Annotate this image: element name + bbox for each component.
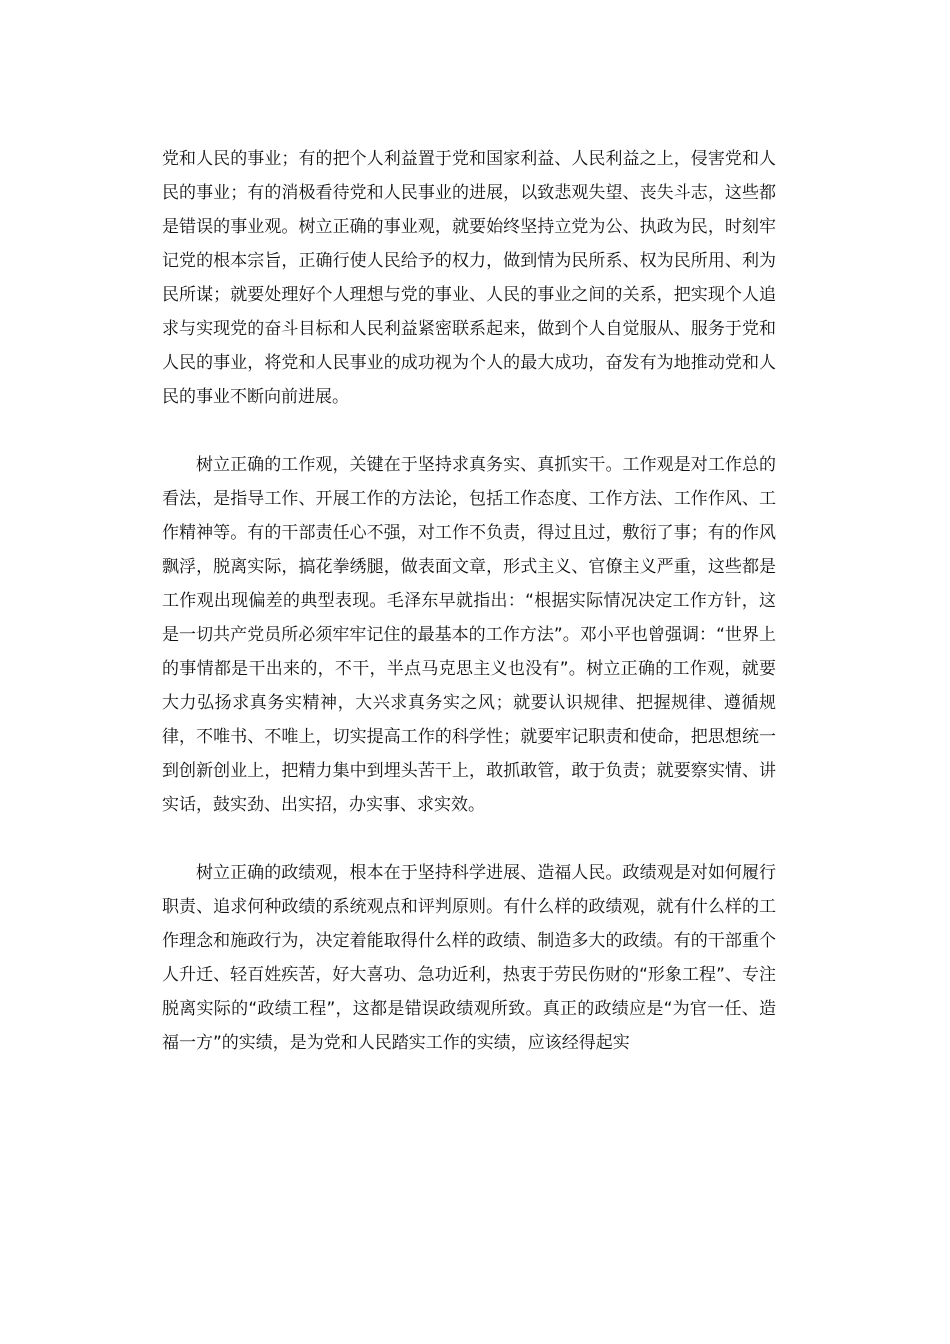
document-page xyxy=(162,142,776,1060)
paragraph-continued: 党和人民的事业；有的把个人利益置于党和国家利益、人民利益之上，侵害党和人民的事业；有的消极看待党和人民事业的进展，以致悲观失望、丧失斗志，这些都是错误的事业观。树立正确的事业观，就要始终坚持立党为公、执政为民，时刻牢记党的根本宗旨，正确行使人民给予的权力，做到情为民所系、权为民所用、利为民所谋；就要处理好个人理想与党的事业、人民的事业之间的关系，把实现个人追求与实现党的奋斗目标和人民利益紧密联系起来，做到个人自觉服从、服务于党和人民的事业，将党和人民事业的成功视为个人的最大成功，奋发有为地推动党和人民的事业不断向前进展。 xyxy=(162,149,776,407)
paragraph-achievement-view: 树立正确的政绩观，根本在于坚持科学进展、造福人民。政绩观是对如何履行职责、追求何种政绩的系统观点和评判原则。有什么样的政绩观，就有什么样的工作理念和施政行为，决定着能取得什么样的政绩、制造多大的政绩。有的干部重个人升迁、轻百姓疾苦，好大喜功、急功近利，热衷于劳民伤财的“形象工程”、专注脱离实际的“政绩工程”，这都是错误政绩观所致。真正的政绩应是“为官一任、造福一方”的实绩，是为党和人民踏实工作的实绩，应该经得起实 xyxy=(162,863,776,1053)
paragraph-work-view: 树立正确的工作观，关键在于坚持求真务实、真抓实干。工作观是对工作总的看法，是指导工作、开展工作的方法论，包括工作态度、工作方法、工作作风、工作精神等。有的干部责任心不强，对工作不负责，得过且过，敷衍了事；有的作风飘浮，脱离实际，搞花拳绣腿，做表面文章，形式主义、官僚主义严重，这些都是工作观出现偏差的典型表现。毛泽东早就指出：“根据实际情况决定工作方针，这是一切共产党员所必须牢牢记住的最基本的工作方法”。邓小平也曾强调：“世界上的事情都是干出来的，不干，半点马克思主义也没有”。树立正确的工作观，就要大力弘扬求真务实精神，大兴求真务实之风；就要认识规律、把握规律、遵循规律，不唯书、不唯上，切实提高工作的科学性；就要牢记职责和使命，把思想统一到创新创业上，把精力集中到埋头苦干上，敢抓敢管，敢于负责；就要察实情、讲实话，鼓实劲、出实招，办实事、求实效。 xyxy=(162,455,776,815)
